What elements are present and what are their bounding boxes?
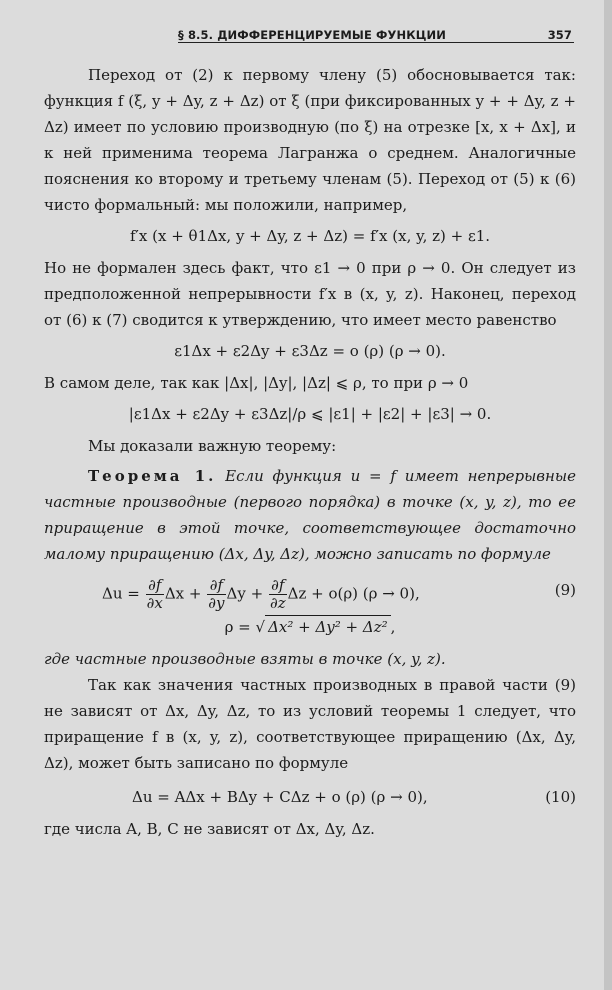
denominator: ∂x xyxy=(146,594,163,612)
formula-10 xyxy=(44,780,576,814)
numerator: ∂f xyxy=(146,577,164,595)
page-number: 357 xyxy=(547,28,572,42)
section-title: § 8.5. ДИФФЕРЕНЦИРУЕМЫЕ ФУНКЦИИ xyxy=(178,28,446,42)
formula-10-body: Δu = AΔx + BΔy + CΔz + o (ρ) (ρ → 0), xyxy=(132,788,428,806)
radicand: Δx² + Δy² + Δz² xyxy=(265,615,391,638)
fraction-df-dz xyxy=(269,577,287,612)
theorem-1 xyxy=(44,463,576,567)
page-body xyxy=(44,62,576,842)
equation-number-9: (9) xyxy=(554,581,576,599)
paragraph-6: Так как значения частных производных в правой части (9) не зависят от Δx, Δy, Δz, то из условий теоремы 1 следует, что приращение f в (x, y, z), соответствующее приращению (Δx, Δy, Δz), может быть записано по формуле xyxy=(44,676,576,772)
paragraph-3: В самом деле, так как |Δx|, |Δy|, |Δz| ⩽ ρ, то при ρ → 0 xyxy=(44,374,469,392)
numerator: ∂f xyxy=(269,577,287,595)
denominator: ∂z xyxy=(269,594,286,612)
term-tail: Δy + xyxy=(226,584,264,603)
formula-epsilon-bound: |ε1Δx + ε2Δy + ε3Δz|/ρ ⩽ |ε1| + |ε2| + |ε3| → 0. xyxy=(128,405,492,423)
theorem-statement: Если функция u = f имеет непрерывные частные производные (первого порядка) в точке (x, y, z), то ее приращение в этой точке, соответствующее достаточно малому приращению (Δx, Δy, Δz), можно записать по формуле xyxy=(44,467,576,563)
theorem-label: Теорема 1. xyxy=(88,467,217,485)
term-tail: Δz + o(ρ) (ρ → 0), xyxy=(287,584,420,603)
equation-number-10: (10) xyxy=(545,788,576,806)
term-tail: Δx + xyxy=(164,584,202,603)
denominator: ∂y xyxy=(208,594,225,612)
fraction-df-dx xyxy=(146,577,164,612)
rho-lhs: ρ = xyxy=(224,618,251,636)
formula-epsilon-sum: ε1Δx + ε2Δy + ε3Δz = o (ρ) (ρ → 0). xyxy=(174,342,446,360)
running-header xyxy=(178,20,574,43)
formula-9-body xyxy=(102,577,420,612)
formula-derivative-shift: f′x (x + θ1Δx, y + Δy, z + Δz) = f′x (x, y, z) + ε1. xyxy=(129,227,491,245)
radical-sign: √ xyxy=(255,618,266,636)
paragraph-2: Но не формален здесь факт, что ε1 → 0 при ρ → 0. Он следует из предположенной непрерывности f′x в (x, y, z). Наконец, переход от (6) к (7) сводится к утверждению, что имеет место равенство xyxy=(44,259,576,329)
paragraph-7: где числа A, B, C не зависят от Δx, Δy, Δz. xyxy=(44,820,375,838)
page-edge-shadow xyxy=(604,0,612,990)
paragraph-5: где частные производные взяты в точке (x, y, z). xyxy=(44,650,446,668)
formula-9 xyxy=(44,571,576,612)
formula-rho xyxy=(44,614,576,640)
rho-tail: , xyxy=(390,618,396,636)
paragraph-1: Переход от (2) к первому члену (5) обосновывается так: функция f (ξ, y + Δy, z + Δz) от ξ (при фиксированных y + + Δy, z + Δz) имеет по условию производную (по ξ) на отрезке [x, x + Δx], и к ней применима теорема Лагранжа о среднем. Аналогичные пояснения ко второму и третьему членам (5). Переход от (5) к (6) чисто формальный: мы положили, например, xyxy=(44,66,576,214)
numerator: ∂f xyxy=(207,577,225,595)
paragraph-4: Мы доказали важную теорему: xyxy=(88,437,337,455)
formula-9-lhs: Δu = xyxy=(102,584,140,603)
fraction-df-dy xyxy=(207,577,225,612)
